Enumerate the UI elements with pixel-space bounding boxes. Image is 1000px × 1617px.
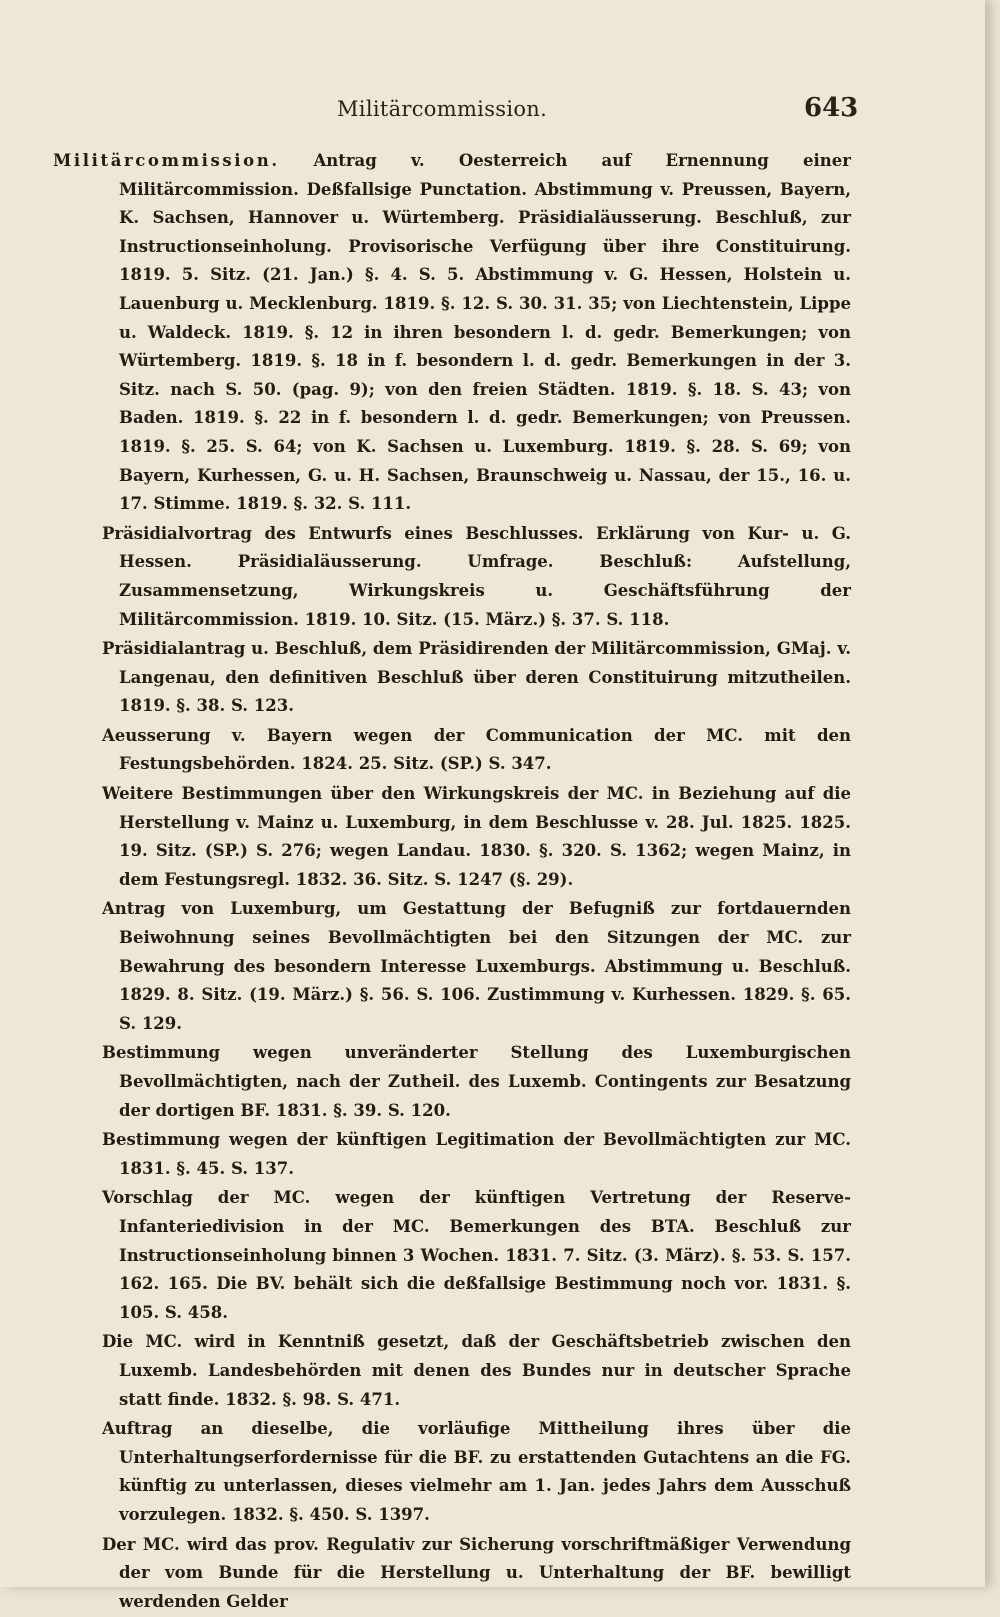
index-entries [0,147,985,1617]
index-entry [0,722,985,779]
index-entry [0,1126,985,1183]
page-header [0,93,985,133]
index-entry [0,780,985,894]
index-entry [0,895,985,1038]
index-entry [0,520,985,634]
entry-text: Bestimmung wegen unveränderter Stellung des Luxemburgischen Bevollmächtigten, nach der Zutheil. des Luxemb. Contingents zur Besatzung der dortigen BF. 1831. §. 39. S. 120. [102,1043,851,1120]
entry-text: Aeusserung v. Bayern wegen der Communication der MC. mit den Festungsbehörden. 1824. 25. Sitz. (SP.) S. 347. [102,725,851,774]
index-entry [0,1039,985,1125]
index-entry [0,1328,985,1414]
entry-text: Antrag von Luxemburg, um Gestattung der Befugniß zur fortdauernden Beiwohnung seines Bevollmächtigten bei den Sitzungen der MC. zur Bewahrung des besondern Interesse Luxemburgs. Abstimmung u. Beschluß. 1829. 8. Sitz. (19. März.) §. 56. S. 106. Zustimmung v. Kurhessen. 1829. §. 65. S. 129. [102,899,851,1033]
index-entry [0,147,985,519]
index-entry [0,1184,985,1327]
entry-text: Bestimmung wegen der künftigen Legitimation der Bevollmächtigten zur MC. 1831. §. 45. S. 137. [102,1130,851,1178]
index-entry [0,1415,985,1529]
entry-text: Die MC. wird in Kenntniß gesetzt, daß der Geschäftsbetrieb zwischen den Luxemb. Landesbehörden mit denen des Bundes nur in deutscher Sprache statt finde. 1832. §. 98. S. 471. [102,1332,851,1409]
entry-text: Präsidialvortrag des Entwurfs eines Beschlusses. Erklärung von Kur- u. G. Hessen. Präsidialäusserung. Umfrage. Beschluß: Aufstellung, Zusammensetzung, Wirkungskreis u. Geschäftsführung der Militärcommission. 1819. 10. Sitz. (15. März.) §. 37. S. 118. [102,523,851,629]
running-title: Militärcommission. [337,97,548,121]
entry-text: Antrag v. Oesterreich auf Ernennung einer Militärcommission. Deßfallsige Punctation. Abstimmung v. Preussen, Bayern, K. Sachsen, Hannover u. Würtemberg. Präsidialäusserung. Beschluß, zur Instructionseinholung. Provisorische Verfügung über ihre Constituirung. 1819. 5. Sitz. (21. Jan.) §. 4. S. 5. Abstimmung v. G. Hessen, Holstein u. Lauenburg u. Mecklenburg. 1819. §. 12. S. 30. 31. 35; von Liechtenstein, Lippe u. Waldeck. 1819. §. 12 in ihren besondern l. d. gedr. Bemerkungen; von Würtemberg. 1819. §. 18 in f. besondern l. d. gedr. Bemerkungen in der 3. Sitz. nach S. 50. (pag. 9); von den freien Städten. 1819. §. 18. S. 43; von Baden. 1819. §. 22 in f. besondern l. d. gedr. Bemerkungen; von Preussen. 1819. §. 25. S. 64; von K. Sachsen u. Luxemburg. 1819. §. 28. S. 69; von Bayern, Kurhessen, G. u. H. Sachsen, Braunschweig u. Nassau, der 15., 16. u. 17. Stimme. 1819. §. 32. S. 111. [119,151,851,514]
entry-head-word: Militärcommission. [53,151,280,170]
entry-text: Vorschlag der MC. wegen der künftigen Vertretung der Reserve-Infanteriedivision in der MC. Bemerkungen des BTA. Beschluß zur Instructionseinholung binnen 3 Wochen. 1831. 7. Sitz. (3. März). §. 53. S. 157. 162. 165. Die BV. behält sich die deßfallsige Bestimmung noch vor. 1831. §. 105. S. 458. [102,1188,851,1322]
page-number: 643 [804,93,859,123]
entry-text: Weitere Bestimmungen über den Wirkungskreis der MC. in Beziehung auf die Herstellung v. Mainz u. Luxemburg, in dem Beschlusse v. 28. Jul. 1825. 1825. 19. Sitz. (SP.) S. 276; wegen Landau. 1830. §. 320. S. 1362; wegen Mainz, in dem Festungsregl. 1832. 36. Sitz. S. 1247 (§. 29). [102,784,851,889]
index-entry [0,1531,985,1617]
entry-text: Präsidialantrag u. Beschluß, dem Präsidirenden der Militärcommission, GMaj. v. Langenau, den definitiven Beschluß über deren Constituirung mitzutheilen. 1819. §. 38. S. 123. [102,639,851,716]
index-entry [0,635,985,721]
entry-text: Der MC. wird das prov. Regulativ zur Sicherung vorschriftmäßiger Verwendung der vom Bunde für die Herstellung u. Unterhaltung der BF. bewilligt werdenden Gelder [102,1534,851,1611]
entry-text: Auftrag an dieselbe, die vorläufige Mittheilung ihres über die Unterhaltungserfordernisse für die BF. zu erstattenden Gutachtens an die FG. künftig zu unterlassen, dieses vielmehr am 1. Jan. jedes Jahrs dem Ausschuß vorzulegen. 1832. §. 450. S. 1397. [102,1419,851,1524]
